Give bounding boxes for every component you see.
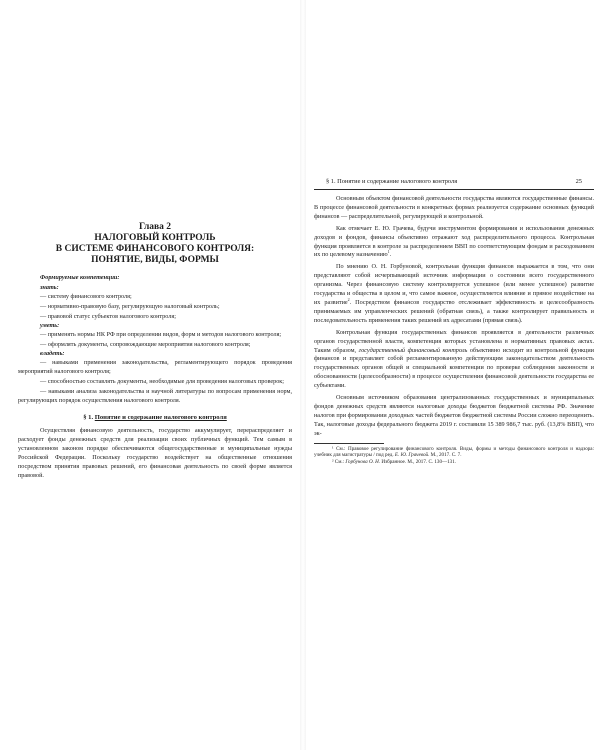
own-item: — навыками анализа законодательства и научной литературы по вопросам применения норм, регулирующих порядок осуществления налогового контроля.: [18, 388, 292, 404]
body-paragraph: Осуществляя финансовую деятельность, государство аккумулирует, перераспределяет и расходует фонды денежных средств для реализации своих публичных функций. Тем самым в установленном законом порядке обеспечиваются общегосударственные и муниципальные нужды Российской Федерации. Поскольку государство воздействует на общественные отношения посредством принятия правовых решений, его финансовая деятельность по своей форме является правовой.: [18, 427, 292, 479]
know-item: — правовой статус субъектов налогового контроля;: [40, 313, 176, 320]
body-paragraph: [314, 263, 594, 325]
can-item: — оформлять документы, сопровождающие мероприятия налогового контроля;: [40, 341, 251, 348]
footnote-divider: [314, 443, 384, 444]
paragraph-text: объективно исходит из контрольной функции финансов и представляет собой регламентированную действующим законодательством деятельность государственных органов общей и специальной компетенции по проверке соблюдения законности и обоснованности (целесообразности) в процессе осуществления финансовой деятельности государства ее субъектами.: [314, 346, 594, 390]
footnote-author: Горбунова О. Н.: [345, 459, 381, 466]
footnote: [314, 459, 594, 466]
footnote-text: ¹ См.: Правовое регулирование финансового контроля. Виды, формы и методы финансового контроля и надзора: учебник для магистратуры / под ред.: [314, 445, 594, 459]
own-item: — навыками применения законодательства, регламентирующего порядок проведения мероприятий налогового контроля;: [18, 359, 292, 375]
chapter-title-line: ПОНЯТИЕ, ВИДЫ, ФОРМЫ: [91, 255, 219, 265]
section-title-text: Понятие и содержание налогового контроля: [94, 414, 227, 421]
footnote-ref: 1: [387, 249, 390, 255]
section-title: [18, 414, 292, 421]
paragraph-text: . Посредством финансов государство отслеживает эффективность и целесообразность принимаемых им управленческих решений (обратная связь), а также контролирует правильность и последовательность применения таких решений их адресатами (прямая связь).: [314, 298, 594, 324]
footnote-ref: 2: [347, 296, 350, 302]
know-item: — систему финансового контроля;: [40, 293, 132, 300]
footnote-text: ² См.:: [332, 459, 346, 466]
chapter-label: Глава 2: [138, 222, 172, 232]
body-paragraph: [314, 329, 594, 391]
own-item: — способностью составлять документы, необходимые для проведения налоговых проверок;: [40, 378, 285, 385]
chapter-title-line: В СИСТЕМЕ ФИНАНСОВОГО КОНТРОЛЯ:: [55, 244, 255, 254]
right-page: [306, 0, 600, 750]
paragraph-text: .: [389, 251, 392, 259]
know-item: — нормативно-правовую базу, регулирующую налоговый контроль;: [40, 303, 220, 310]
paragraph-text: Как отмечает Е. Ю. Грачева, будучи инструментом формирования и использования денежных доходов и фондов, финансы объективно отражают ход распределительного процесса. Контрольная функция проявляется в контроле за распределением ВВП по соответствующим фондам и расходованием их по целевому назначению: [314, 224, 594, 259]
know-label: знать:: [40, 284, 59, 291]
paragraph-text: По мнению О. Н. Горбуновой, контрольная функция финансов выражается в том, что они представляют собой исчерпывающий источник информации о состоянии всего государственного организма. Через финансовую систему контролируется успешное (или менее успешное) развитие государства и общества в целом и, что самое важное, осуществляется влияние и прямое воздействие на их развитие: [314, 263, 594, 306]
footnote-text: . М., 2017. С. 7.: [428, 452, 462, 459]
paragraph-text: Контрольная функция государственных финансов проявляется в деятельности различных органов государственной власти, компетенция которых установлена в нормативных правовых актах. Таким образом,: [314, 328, 594, 354]
emphasized-term: государственный финансовый контроль: [358, 346, 468, 354]
section-number: § 1.: [83, 414, 94, 421]
own-label: владеть:: [40, 350, 65, 357]
can-item: — применять нормы НК РФ при определении видов, форм и методов налогового контроля;: [40, 331, 282, 338]
chapter-title-line: НАЛОГОВЫЙ КОНТРОЛЬ: [94, 233, 216, 243]
page-number: 25: [575, 178, 582, 185]
body-paragraph: [314, 225, 594, 261]
footnote: [314, 446, 594, 460]
footnote-editor: Е. Ю. Грачевой: [394, 452, 429, 459]
can-label: уметь:: [40, 322, 60, 329]
running-head: [314, 178, 594, 190]
chapter-title: [18, 233, 292, 266]
body-paragraph: Основным объектом финансовой деятельности государства являются государственные финансы. В процессе финансовой деятельности в конкретных формах реализуется содержание основных функций финансов — распределительной, регулирующей и контрольной.: [314, 195, 594, 220]
body-paragraph: Основным источником образования централизованных государственных и муниципальных фондов денежных средств являются налоговые доходы бюджетов бюджетной системы РФ. Значение налогов при формировании доходных частей бюджетов бюджетной системы России сложно переоценить. Так, налоговые доходы федерального бюджета 2019 г. составили 15 389 986,7 тыс. руб. (13,8% ВВП), что эк-: [314, 394, 594, 437]
competences-heading: Формируемые компетенции:: [40, 274, 120, 281]
running-head-title: § 1. Понятие и содержание налогового контроля: [326, 178, 458, 185]
footnote-text: Избранное. М., 2017. С. 130—131.: [380, 459, 457, 466]
